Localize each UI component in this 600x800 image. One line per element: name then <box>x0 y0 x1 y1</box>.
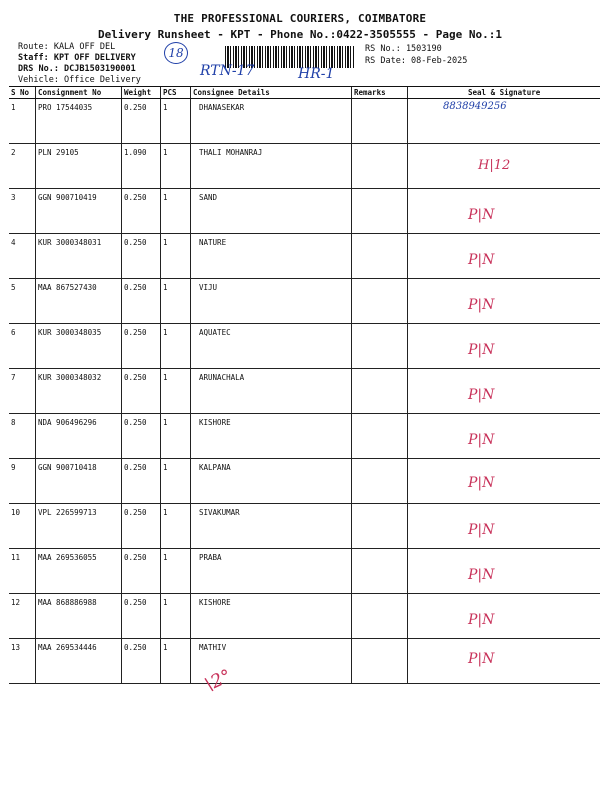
hr-note: HR-1 <box>298 66 335 82</box>
cell-consignee: KALPANA <box>191 459 352 504</box>
cell-weight: 0.250 <box>122 234 161 279</box>
table-row <box>9 639 600 684</box>
cell-pcs: 1 <box>161 639 191 684</box>
cell-pcs: 1 <box>161 279 191 324</box>
cell-consignee: DHANASEKAR <box>191 99 352 144</box>
signature-mark: P|N <box>468 207 495 223</box>
cell-consignee: THALI MOHANRAJ <box>191 144 352 189</box>
cell-weight: 0.250 <box>122 459 161 504</box>
cell-signature <box>408 189 600 234</box>
cell-pcs: 1 <box>161 549 191 594</box>
table-row <box>9 189 600 234</box>
document-title: THE PROFESSIONAL COURIERS, COIMBATORE <box>173 12 427 25</box>
cell-consignment: GGN 900710418 <box>36 459 122 504</box>
cell-sno: 7 <box>9 369 36 414</box>
cell-weight: 0.250 <box>122 324 161 369</box>
cell-weight: 0.250 <box>122 99 161 144</box>
table-row <box>9 279 600 324</box>
cell-remarks <box>352 369 408 414</box>
cell-sno: 12 <box>9 594 36 639</box>
signature-mark: 8838949256 <box>443 101 507 112</box>
table-row <box>9 504 600 549</box>
col-remarks: Remarks <box>352 87 408 99</box>
cell-consignment: KUR 3000348031 <box>36 234 122 279</box>
cell-weight: 1.090 <box>122 144 161 189</box>
cell-sno: 8 <box>9 414 36 459</box>
cell-signature <box>408 459 600 504</box>
col-sno: S No <box>9 87 36 99</box>
cell-signature <box>408 594 600 639</box>
signature-mark: P|N <box>468 342 495 358</box>
col-weight: Weight <box>122 87 161 99</box>
cell-sno: 10 <box>9 504 36 549</box>
cell-signature <box>408 324 600 369</box>
signature-mark: P|N <box>468 475 495 491</box>
cell-consignment: KUR 3000348035 <box>36 324 122 369</box>
cell-signature <box>408 549 600 594</box>
cell-weight: 0.250 <box>122 369 161 414</box>
cell-weight: 0.250 <box>122 594 161 639</box>
cell-signature <box>408 414 600 459</box>
cell-sno: 2 <box>9 144 36 189</box>
cell-consignee: AQUATEC <box>191 324 352 369</box>
signature-mark: P|N <box>468 297 495 313</box>
cell-remarks <box>352 459 408 504</box>
table-row <box>9 99 600 144</box>
signature-mark: P|N <box>468 612 495 628</box>
cell-pcs: 1 <box>161 594 191 639</box>
cell-signature <box>408 639 600 684</box>
cell-remarks <box>352 234 408 279</box>
table-header-row <box>9 87 600 99</box>
runsheet-table <box>9 86 600 684</box>
cell-weight: 0.250 <box>122 189 161 234</box>
cell-remarks <box>352 504 408 549</box>
signature-mark: P|N <box>468 567 495 583</box>
cell-remarks <box>352 99 408 144</box>
cell-pcs: 1 <box>161 99 191 144</box>
cell-pcs: 1 <box>161 369 191 414</box>
cell-sno: 4 <box>9 234 36 279</box>
cell-consignee: PRABA <box>191 549 352 594</box>
signature-mark: P|N <box>468 522 495 538</box>
cell-remarks <box>352 414 408 459</box>
cell-remarks <box>352 594 408 639</box>
cell-consignment: PLN 29105 <box>36 144 122 189</box>
cell-remarks <box>352 549 408 594</box>
cell-sno: 6 <box>9 324 36 369</box>
cell-consignment: KUR 3000348032 <box>36 369 122 414</box>
cell-consignment: NDA 906496296 <box>36 414 122 459</box>
cell-consignment: MAA 269534446 <box>36 639 122 684</box>
cell-consignee: VIJU <box>191 279 352 324</box>
cell-signature <box>408 99 600 144</box>
rs-number: RS No.: 1503190 <box>365 44 442 54</box>
col-consignment: Consignment No <box>36 87 122 99</box>
rtn-note: RTN-17 <box>200 63 255 79</box>
table-row <box>9 459 600 504</box>
cell-weight: 0.250 <box>122 279 161 324</box>
col-consignee: Consignee Details <box>191 87 352 99</box>
cell-signature <box>408 279 600 324</box>
bottom-handwritten-mark: \2° <box>201 665 235 696</box>
cell-pcs: 1 <box>161 504 191 549</box>
cell-pcs: 1 <box>161 189 191 234</box>
cell-consignee: KISHORE <box>191 594 352 639</box>
cell-consignee: SIVAKUMAR <box>191 504 352 549</box>
cell-sno: 9 <box>9 459 36 504</box>
route-info: Route: KALA OFF DEL <box>18 42 116 52</box>
cell-pcs: 1 <box>161 324 191 369</box>
table-row <box>9 594 600 639</box>
cell-consignee: NATURE <box>191 234 352 279</box>
col-pcs: PCS <box>161 87 191 99</box>
cell-signature <box>408 144 600 189</box>
cell-sno: 1 <box>9 99 36 144</box>
cell-signature <box>408 369 600 414</box>
cell-sno: 5 <box>9 279 36 324</box>
cell-remarks <box>352 324 408 369</box>
cell-consignee: ARUNACHALA <box>191 369 352 414</box>
cell-consignee: SAND <box>191 189 352 234</box>
cell-consignment: MAA 868886988 <box>36 594 122 639</box>
table-row <box>9 549 600 594</box>
cell-signature <box>408 504 600 549</box>
cell-consignee: MATHIV <box>191 639 352 684</box>
cell-remarks <box>352 279 408 324</box>
cell-consignee: KISHORE <box>191 414 352 459</box>
signature-mark: P|N <box>468 432 495 448</box>
cell-consignment: MAA 269536055 <box>36 549 122 594</box>
cell-consignment: MAA 867527430 <box>36 279 122 324</box>
drs-info: DRS No.: DCJB1503190001 <box>18 64 136 74</box>
cell-weight: 0.250 <box>122 639 161 684</box>
runsheet-subtitle: Delivery Runsheet - KPT - Phone No.:0422-3505555 - Page No.:1 <box>98 28 502 41</box>
cell-consignment: PRO 17544035 <box>36 99 122 144</box>
table-row <box>9 324 600 369</box>
table-row <box>9 234 600 279</box>
cell-weight: 0.250 <box>122 549 161 594</box>
staff-info: Staff: KPT OFF DELIVERY <box>18 53 136 63</box>
signature-mark: P|N <box>468 252 495 268</box>
cell-sno: 11 <box>9 549 36 594</box>
vehicle-info: Vehicle: Office Delivery <box>18 75 141 85</box>
signature-mark: H|12 <box>478 158 511 173</box>
cell-pcs: 1 <box>161 144 191 189</box>
signature-mark: P|N <box>468 387 495 403</box>
cell-pcs: 1 <box>161 459 191 504</box>
cell-remarks <box>352 144 408 189</box>
cell-remarks <box>352 639 408 684</box>
cell-signature <box>408 234 600 279</box>
cell-sno: 3 <box>9 189 36 234</box>
cell-weight: 0.250 <box>122 504 161 549</box>
col-signature: Seal & Signature <box>408 87 600 99</box>
cell-consignment: VPL 226599713 <box>36 504 122 549</box>
signature-mark: P|N <box>468 651 495 667</box>
cell-pcs: 1 <box>161 414 191 459</box>
cell-sno: 13 <box>9 639 36 684</box>
cell-remarks <box>352 189 408 234</box>
cell-pcs: 1 <box>161 234 191 279</box>
circled-number: 18 <box>164 42 188 64</box>
table-row <box>9 414 600 459</box>
cell-consignment: GGN 900710419 <box>36 189 122 234</box>
rs-date: RS Date: 08-Feb-2025 <box>365 56 468 66</box>
cell-weight: 0.250 <box>122 414 161 459</box>
table-row <box>9 144 600 189</box>
table-row <box>9 369 600 414</box>
